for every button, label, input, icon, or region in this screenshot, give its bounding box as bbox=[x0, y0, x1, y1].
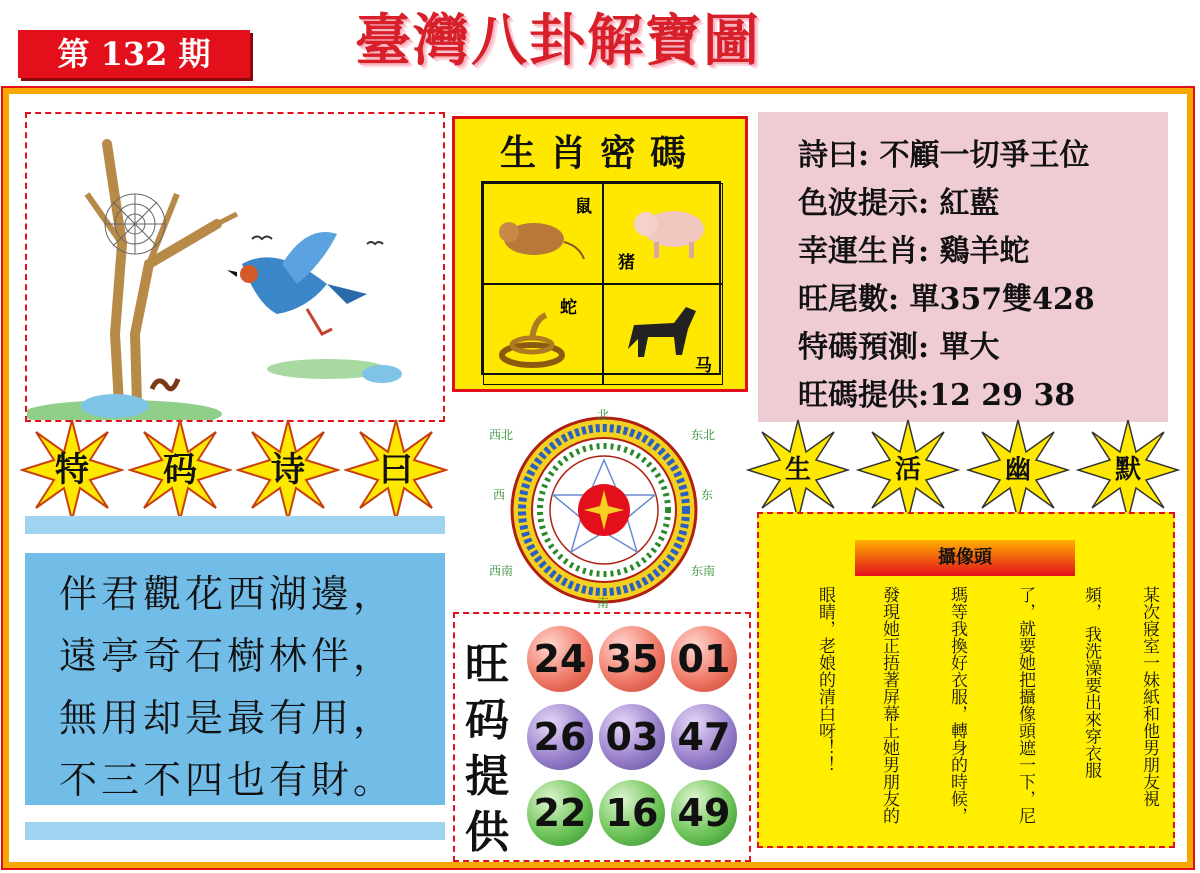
star-char: 曰 bbox=[379, 450, 413, 490]
compass-north: 北 bbox=[597, 408, 610, 422]
zodiac-label: 鼠 bbox=[575, 197, 592, 217]
star-char: 特 bbox=[55, 450, 89, 490]
star-char: 码 bbox=[163, 450, 197, 490]
zodiac-cell-horse bbox=[603, 284, 723, 385]
number-ball: 24 bbox=[527, 626, 593, 692]
star-badge bbox=[20, 418, 124, 522]
number-ball: 47 bbox=[671, 704, 737, 770]
number-ball: 16 bbox=[599, 780, 665, 846]
story-column: 某次寢室一妹紙和他男朋友視 bbox=[1139, 586, 1159, 807]
star-char: 诗 bbox=[271, 450, 305, 490]
poem-top-bar bbox=[25, 516, 445, 534]
page-title: 臺灣八卦解寶圖 bbox=[355, 8, 761, 74]
star-badge bbox=[128, 418, 232, 522]
poem-line: 不三不四也有財。 bbox=[59, 758, 396, 802]
star-char: 活 bbox=[894, 455, 921, 485]
info-line-lucky-numbers: 旺碼提供:12 29 38 bbox=[798, 378, 1076, 413]
number-ball: 03 bbox=[599, 704, 665, 770]
lucky-label-char: 码 bbox=[465, 695, 509, 746]
info-line-color: 色波提示: 紅藍 bbox=[798, 186, 1000, 221]
zodiac-cell-pig bbox=[603, 183, 723, 284]
story-column: 了，就要她把攝像頭遮一下，尼 bbox=[1015, 586, 1035, 824]
zodiac-label: 猪 bbox=[618, 253, 635, 273]
zodiac-label: 马 bbox=[695, 356, 712, 376]
compass-west: 西 bbox=[493, 488, 506, 502]
info-line-special-prediction: 特碼預測: 單大 bbox=[798, 330, 1000, 365]
star-badge bbox=[966, 418, 1070, 522]
poem-line: 遠亭奇石樹林伴， bbox=[59, 634, 396, 678]
info-line-lucky-zodiac: 幸運生肖: 鷄羊蛇 bbox=[798, 234, 1030, 269]
compass-southwest: 西南 bbox=[489, 564, 514, 578]
zodiac-grid bbox=[481, 181, 721, 375]
compass-northeast: 东北 bbox=[691, 428, 716, 442]
compass-east: 东 bbox=[701, 488, 714, 502]
star-char: 生 bbox=[784, 455, 811, 485]
star-badge bbox=[746, 418, 850, 522]
story-column: 頻， 我洗澡要出來穿衣服 bbox=[1081, 586, 1101, 779]
joke-story-box bbox=[757, 512, 1175, 848]
lucky-label-char: 提 bbox=[465, 751, 509, 802]
zodiac-cell-snake bbox=[483, 284, 603, 385]
poem-line: 無用却是最有用， bbox=[59, 696, 396, 740]
star-badge bbox=[856, 418, 960, 522]
prediction-info-box bbox=[758, 112, 1168, 422]
number-ball: 26 bbox=[527, 704, 593, 770]
zodiac-cell-rat bbox=[483, 183, 603, 284]
issue-number: 第 132 期 bbox=[18, 30, 250, 78]
star-badge bbox=[1076, 418, 1180, 522]
bagua-compass bbox=[487, 410, 722, 610]
lucky-label-char: 旺 bbox=[465, 639, 509, 690]
zodiac-label: 蛇 bbox=[560, 298, 577, 318]
info-line-tail-numbers: 旺尾數: 單357雙428 bbox=[798, 282, 1095, 317]
riddle-illustration bbox=[25, 112, 445, 422]
star-char: 默 bbox=[1114, 455, 1141, 485]
story-column: 瑪等我換好衣服，轉身的時候， bbox=[947, 586, 967, 824]
compass-south: 南 bbox=[597, 596, 610, 610]
star-badge bbox=[344, 418, 448, 522]
lucky-label-char: 供 bbox=[465, 807, 509, 858]
number-ball: 35 bbox=[599, 626, 665, 692]
poem-line: 伴君觀花西湖邊， bbox=[59, 572, 396, 616]
poem-bottom-bar bbox=[25, 822, 445, 840]
snake-icon bbox=[484, 285, 602, 380]
compass-icon bbox=[487, 410, 722, 610]
zodiac-code-box bbox=[452, 116, 748, 392]
star-char: 幽 bbox=[1004, 455, 1031, 485]
riddle-poem bbox=[25, 553, 445, 805]
number-ball: 01 bbox=[671, 626, 737, 692]
story-column: 眼睛，老娘的清白呀！！ bbox=[815, 586, 835, 773]
number-ball: 49 bbox=[671, 780, 737, 846]
compass-southeast: 东南 bbox=[691, 564, 716, 578]
compass-northwest: 西北 bbox=[489, 428, 514, 442]
star-badge bbox=[236, 418, 340, 522]
info-line-poem: 詩曰: 不顧一切爭王位 bbox=[798, 138, 1090, 173]
lucky-numbers-box bbox=[453, 612, 751, 862]
story-title: 攝像頭 bbox=[855, 540, 1075, 576]
number-ball: 22 bbox=[527, 780, 593, 846]
zodiac-code-title: 生肖密碼 bbox=[499, 132, 700, 174]
story-column: 發現她正捂著屏幕上她男朋友的 bbox=[879, 586, 899, 824]
